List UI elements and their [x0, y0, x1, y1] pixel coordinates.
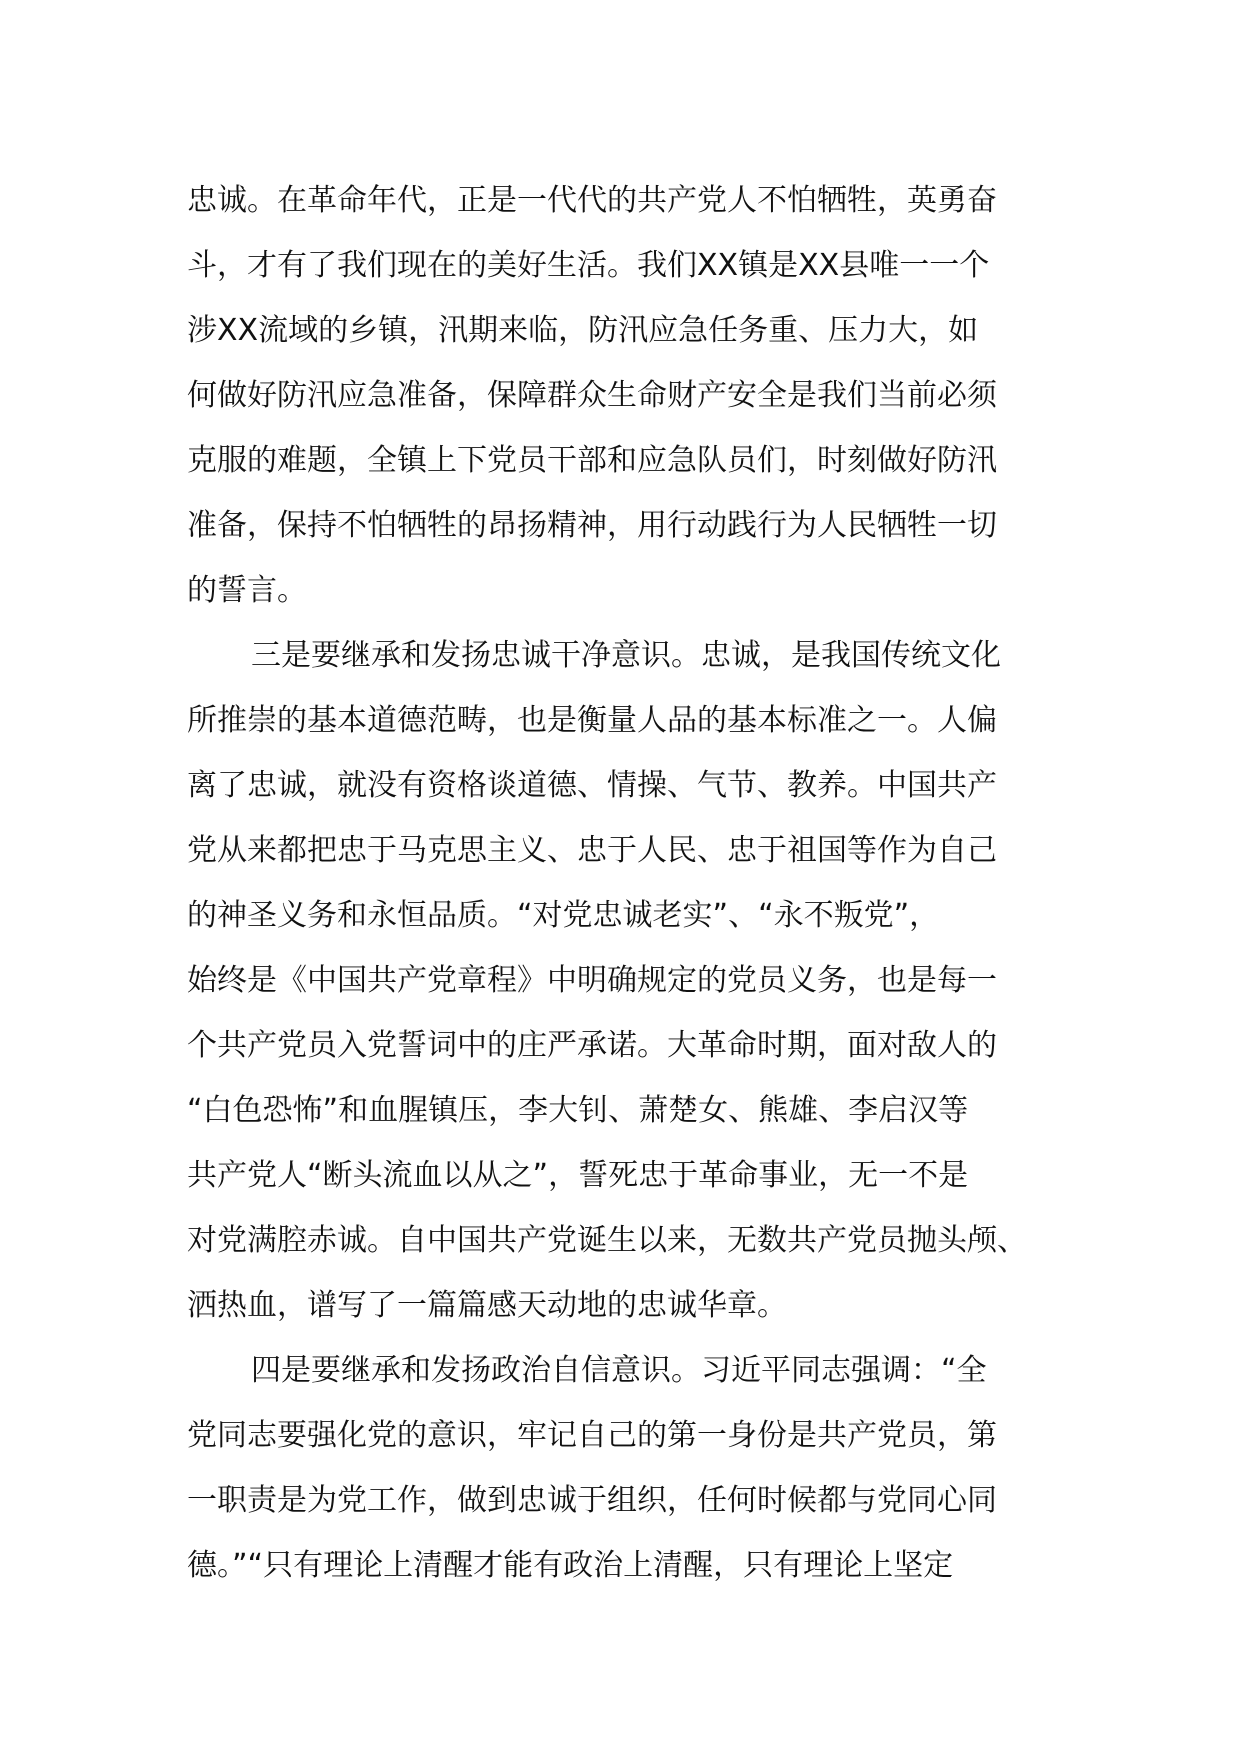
text-line: 忠诚。在革命年代，正是一代代的共产党人不怕牺牲，英勇奋 — [187, 183, 997, 218]
text-line: 克服的难题，全镇上下党员干部和应急队员们，时刻做好防汛 — [187, 443, 997, 478]
text-line: 洒热血，谱写了一篇篇感天动地的忠诚华章。 — [187, 1288, 787, 1323]
text-line: 一职责是为党工作，做到忠诚于组织，任何时候都与党同心同 — [187, 1483, 997, 1518]
text-line: 所推崇的基本道德范畴，也是衡量人品的基本标准之一。人偏 — [187, 703, 997, 738]
text-line: 斗，才有了我们现在的美好生活。我们XX镇是XX县唯一一个 — [187, 248, 990, 283]
text-line: 涉XX流域的乡镇，汛期来临，防汛应急任务重、压力大，如 — [187, 313, 979, 348]
text-line: 对党满腔赤诚。自中国共产党诞生以来，无数共产党员抛头颅、 — [187, 1223, 1027, 1258]
text-line: 离了忠诚，就没有资格谈道德、情操、气节、教养。中国共产 — [187, 768, 997, 803]
text-line: 三是要继承和发扬忠诚干净意识。忠诚，是我国传统文化 — [251, 638, 1001, 673]
text-line: 的誓言。 — [187, 573, 307, 608]
text-line: 何做好防汛应急准备，保障群众生命财产安全是我们当前必须 — [187, 378, 997, 413]
text-line: “白色恐怖”和血腥镇压，李大钊、萧楚女、熊雄、李启汉等 — [187, 1093, 969, 1128]
text-line: 党从来都把忠于马克思主义、忠于人民、忠于祖国等作为自己 — [187, 833, 997, 868]
text-line: 共产党人“断头流血以从之”，誓死忠于革命事业，无一不是 — [187, 1158, 969, 1193]
text-line: 德。”“只有理论上清醒才能有政治上清醒，只有理论上坚定 — [187, 1548, 954, 1583]
text-line: 准备，保持不怕牺牲的昂扬精神，用行动践行为人民牺牲一切 — [187, 508, 997, 543]
text-line: 个共产党员入党誓词中的庄严承诺。大革命时期，面对敌人的 — [187, 1028, 997, 1063]
document-body — [187, 168, 1067, 1598]
text-line: 四是要继承和发扬政治自信意识。习近平同志强调：“全 — [251, 1353, 987, 1388]
text-line: 的神圣义务和永恒品质。“对党忠诚老实”、“永不叛党”， — [187, 898, 940, 933]
text-line: 始终是《中国共产党章程》中明确规定的党员义务，也是每一 — [187, 963, 997, 998]
text-line: 党同志要强化党的意识，牢记自己的第一身份是共产党员，第 — [187, 1418, 997, 1453]
